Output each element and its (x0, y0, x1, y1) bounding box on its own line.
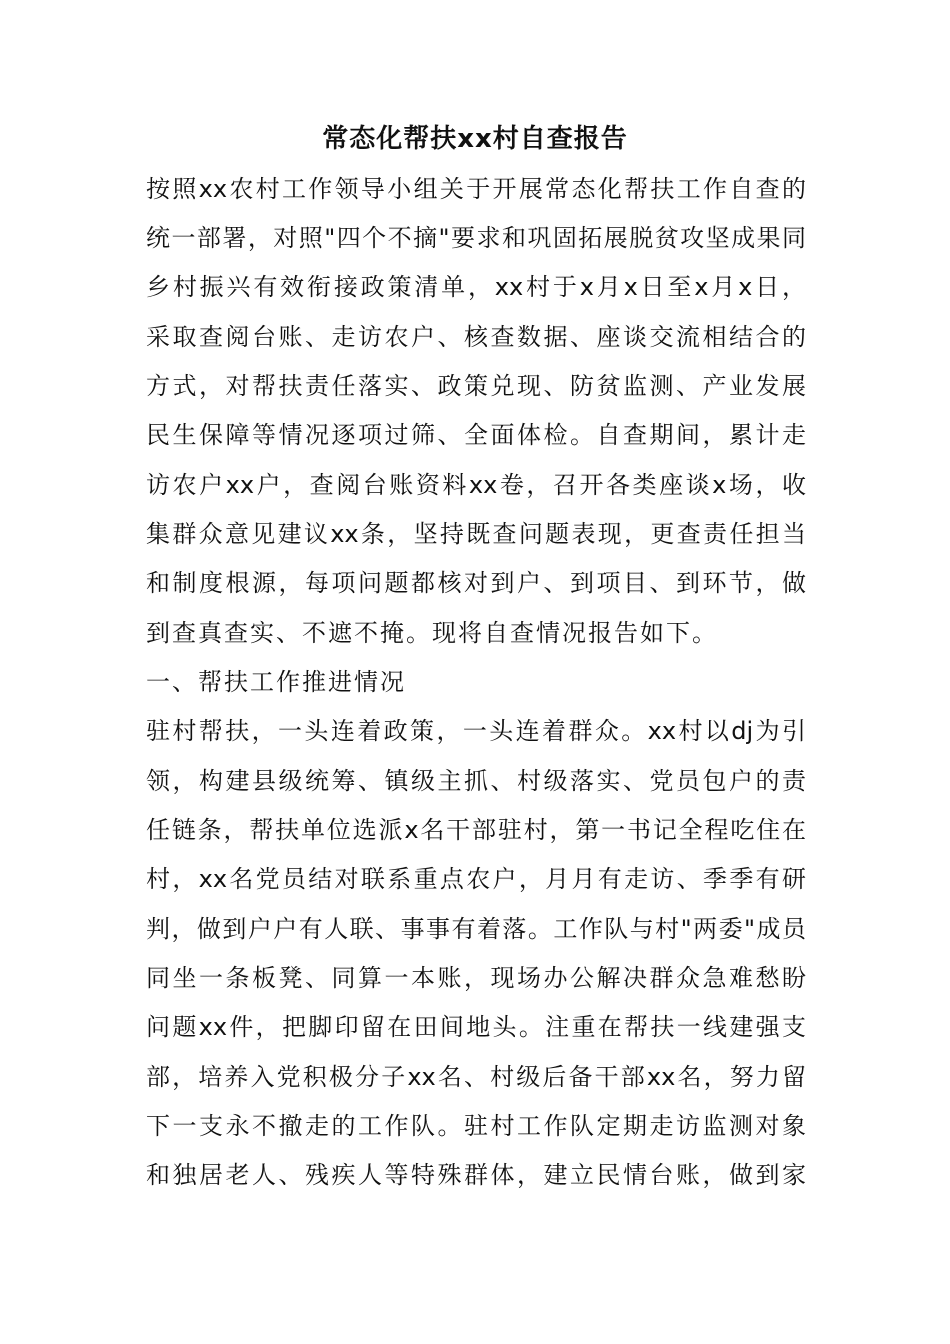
document-title: 常态化帮扶xx村自查报告 (322, 124, 628, 154)
text-line: 民生保障等情况逐项过筛、全面体检。自查期间，累计走 (146, 421, 806, 449)
text-line: 采取查阅台账、走访农户、核查数据、座谈交流相结合的 (146, 323, 806, 351)
text-line: 集群众意见建议xx条，坚持既查问题表现，更查责任担当 (146, 520, 806, 548)
text-line: 问题xx件，把脚印留在田间地头。注重在帮扶一线建强支 (146, 1013, 806, 1041)
text-line: 部，培养入党积极分子xx名、村级后备干部xx名，努力留 (146, 1063, 806, 1091)
text-line: 和制度根源，每项问题都核对到户、到项目、到环节，做 (146, 569, 806, 597)
text-line: 按照xx农村工作领导小组关于开展常态化帮扶工作自查的 (146, 175, 806, 203)
text-line: 下一支永不撤走的工作队。驻村工作队定期走访监测对象 (146, 1112, 806, 1140)
text-line: 任链条，帮扶单位选派x名干部驻村，第一书记全程吃住在 (146, 816, 806, 844)
text-line: 同坐一条板凳、同算一本账，现场办公解决群众急难愁盼 (146, 964, 806, 992)
text-line: 领，构建县级统筹、镇级主抓、村级落实、党员包户的责 (146, 767, 806, 795)
text-line: 和独居老人、残疾人等特殊群体，建立民情台账，做到家 (146, 1161, 806, 1189)
section-heading: 一、帮扶工作推进情况 (146, 668, 406, 696)
text-line: 乡村振兴有效衔接政策清单，xx村于x月x日至x月x日， (146, 273, 806, 301)
text-line: 判，做到户户有人联、事事有着落。工作队与村"两委"成员 (146, 915, 806, 943)
text-line: 统一部署，对照"四个不摘"要求和巩固拓展脱贫攻坚成果同 (146, 224, 806, 252)
text-line: 到查真查实、不遮不掩。现将自查情况报告如下。 (146, 619, 718, 647)
text-line: 访农户xx户，查阅台账资料xx卷，召开各类座谈x场，收 (146, 471, 806, 499)
text-line: 村，xx名党员结对联系重点农户，月月有走访、季季有研 (146, 865, 806, 893)
text-line: 方式，对帮扶责任落实、政策兑现、防贫监测、产业发展 (146, 372, 806, 400)
text-line: 驻村帮扶，一头连着政策，一头连着群众。xx村以dj为引 (146, 717, 806, 745)
